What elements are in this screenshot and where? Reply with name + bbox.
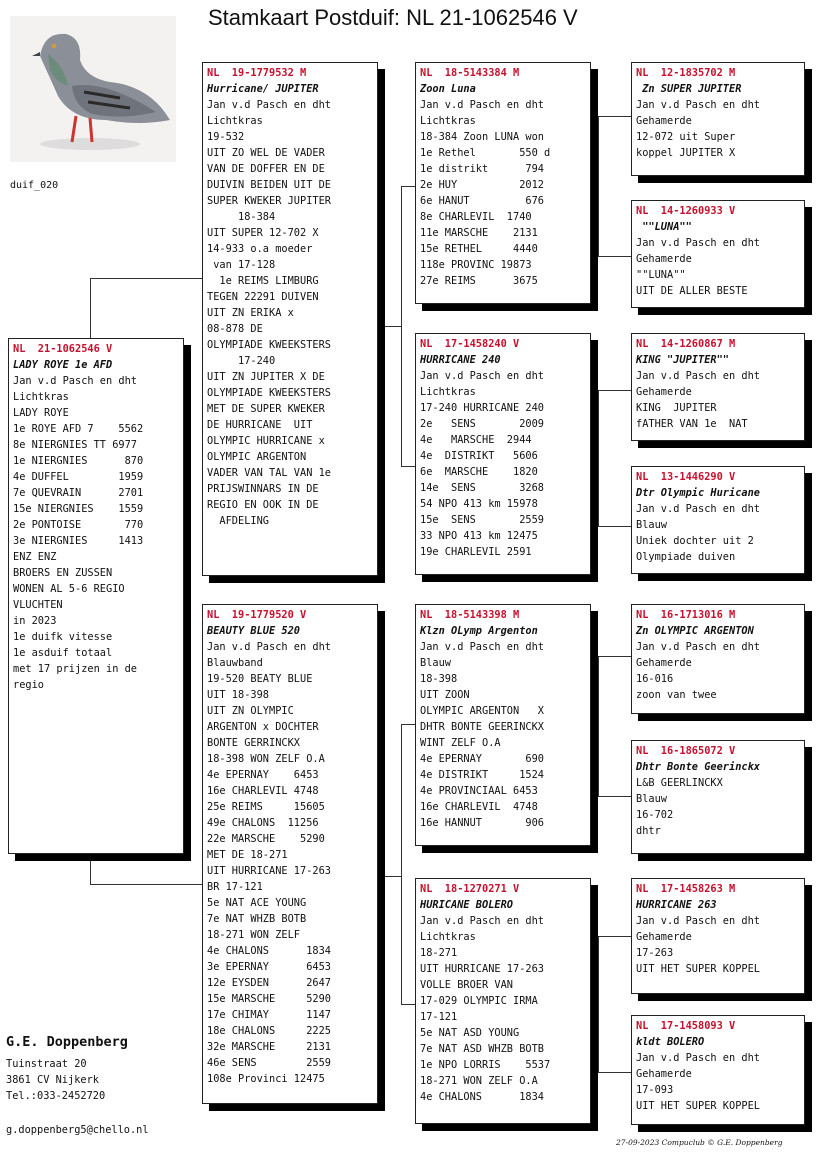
pigeon-name: Klzn OLymp Argenton <box>420 625 538 637</box>
ring-number: NL 19-1779532 M <box>207 67 307 79</box>
ring-number: NL 16-1713016 M <box>636 609 736 621</box>
connector <box>401 724 416 725</box>
info-line: VAN DE DOFFER EN DE <box>207 163 325 175</box>
info-line: 118e PROVINC 19873 <box>420 259 532 271</box>
pigeon-name: ""LUNA"" <box>636 221 692 233</box>
connector <box>598 390 599 526</box>
info-line: 4e DUFFEL 1959 <box>13 471 144 483</box>
connector <box>598 796 632 797</box>
info-line: 15e SENS 2559 <box>420 514 544 526</box>
pigeon-name: Hurricane/ JUPITER <box>207 83 319 95</box>
info-line: SUPER KWEKER JUPITER <box>207 195 331 207</box>
info-line: met 17 prijzen in de <box>13 663 137 675</box>
info-line: 14e SENS 3268 <box>420 482 544 494</box>
info-line: 11e MARSCHE 2131 <box>420 227 538 239</box>
connector <box>590 724 598 725</box>
info-line: 17-240 <box>207 355 276 367</box>
connector <box>377 326 401 327</box>
info-line: Gehamerde <box>636 115 692 127</box>
pigeon-name: HURICANE BOLERO <box>420 899 513 911</box>
info-line: Jan v.d Pasch en dht <box>636 99 760 111</box>
pigeon-photo <box>10 16 176 162</box>
info-line: 19e CHARLEVIL 2591 <box>420 546 532 558</box>
info-line: Jan v.d Pasch en dht <box>636 370 760 382</box>
info-line: UIT ZN OLYMPIC <box>207 705 294 717</box>
breeder-email: g.doppenberg5@chello.nl <box>6 1124 149 1136</box>
card-dam-dam <box>415 878 591 1124</box>
info-line: 17-029 OLYMPIC IRMA <box>420 995 538 1007</box>
info-line: BR 17-121 <box>207 881 263 893</box>
footer-credit: 27-09-2023 Compuclub © G.E. Doppenberg <box>616 1138 783 1147</box>
connector <box>90 856 91 884</box>
info-line: 46e SENS 2559 <box>207 1057 331 1069</box>
ring-number: NL 21-1062546 V <box>13 343 113 355</box>
info-line: dhtr <box>636 825 661 837</box>
connector <box>401 1004 416 1005</box>
info-line: 6e HANUT 676 <box>420 195 544 207</box>
info-line: MET DE SUPER KWEKER <box>207 403 325 415</box>
card-dam <box>202 604 378 1104</box>
info-line: ENZ ENZ <box>13 551 57 563</box>
info-line: WINT ZELF O.A <box>420 737 501 749</box>
info-line: 17-121 <box>420 1011 458 1023</box>
info-line: 54 NPO 413 km 15978 <box>420 498 538 510</box>
info-line: 4e MARSCHE 2944 <box>420 434 532 446</box>
ring-number: NL 17-1458093 V <box>636 1020 736 1032</box>
info-line: 108e Provinci 12475 <box>207 1073 325 1085</box>
ring-number: NL 14-1260867 M <box>636 338 736 350</box>
info-line: DUIVIN BEIDEN UIT DE <box>207 179 331 191</box>
pigeon-name: KING "JUPITER"" <box>636 354 729 366</box>
info-line: OLYMPIC ARGENTON X <box>420 705 544 717</box>
card-sss <box>631 62 805 176</box>
info-line: 19-532 <box>207 131 245 143</box>
ring-number: NL 18-5143398 M <box>420 609 520 621</box>
info-line: Jan v.d Pasch en dht <box>420 915 544 927</box>
info-line: UIT SUPER 12-702 X <box>207 227 319 239</box>
ring-number: NL 12-1835702 M <box>636 67 736 79</box>
pigeon-name: HURRICANE 240 <box>420 354 501 366</box>
info-line: Blauwband <box>207 657 263 669</box>
connector <box>598 1072 632 1073</box>
info-line: VADER VAN TAL VAN 1e <box>207 467 331 479</box>
info-line: VLUCHTEN <box>13 599 63 611</box>
info-line: UIT DE ALLER BESTE <box>636 285 748 297</box>
connector <box>90 278 204 279</box>
ring-number: NL 18-1270271 V <box>420 883 520 895</box>
info-line: 17-240 HURRICANE 240 <box>420 402 544 414</box>
connector <box>598 116 632 117</box>
info-line: Lichtkras <box>420 931 476 943</box>
breeder-street: Tuinstraat 20 <box>6 1058 87 1070</box>
connector <box>377 876 401 877</box>
info-line: 4e PROVINCIAAL 6453 <box>420 785 538 797</box>
card-sds <box>631 333 805 441</box>
info-line: ARGENTON x DOCHTER <box>207 721 319 733</box>
pigeon-name: LADY ROYE 1e AFD <box>13 359 113 371</box>
info-line: 18-271 WON ZELF <box>207 929 300 941</box>
info-line: BONTE GERRINCKX <box>207 737 300 749</box>
info-line: 15e NIERGNIES 1559 <box>13 503 144 515</box>
info-line: 12-072 uit Super <box>636 131 736 143</box>
ring-number: NL 14-1260933 V <box>636 205 736 217</box>
info-line: Lichtkras <box>207 115 263 127</box>
info-line: UIT HET SUPER KOPPEL <box>636 1100 760 1112</box>
info-line: zoon van twee <box>636 689 717 701</box>
card-dds <box>631 878 805 994</box>
info-line: 49e CHALONS 11256 <box>207 817 319 829</box>
info-line: 17e CHIMAY 1147 <box>207 1009 331 1021</box>
info-line: UIT ZN JUPITER X DE <box>207 371 325 383</box>
ring-number: NL 18-5143384 M <box>420 67 520 79</box>
info-line: 4e EPERNAY 6453 <box>207 769 319 781</box>
info-line: koppel JUPITER X <box>636 147 736 159</box>
info-line: WONEN AL 5-6 REGIO <box>13 583 125 595</box>
connector <box>90 278 91 340</box>
ring-number: NL 16-1865072 V <box>636 745 736 757</box>
info-line: 1e duifk vitesse <box>13 631 113 643</box>
breeder-block <box>6 1034 149 1138</box>
info-line: 16-016 <box>636 673 674 685</box>
info-line: 6e MARSCHE 1820 <box>420 466 538 478</box>
info-line: 1e NPO LORRIS 5537 <box>420 1059 551 1071</box>
connector <box>598 656 632 657</box>
ring-number: NL 17-1458240 V <box>420 338 520 350</box>
info-line: 8e CHARLEVIL 1740 <box>420 211 532 223</box>
info-line: 4e EPERNAY 690 <box>420 753 544 765</box>
info-line: 25e REIMS 15605 <box>207 801 325 813</box>
connector <box>598 936 632 937</box>
info-line: 33 NPO 413 km 12475 <box>420 530 538 542</box>
info-line: 1e ROYE AFD 7 5562 <box>13 423 144 435</box>
info-line: fATHER VAN 1e NAT <box>636 418 748 430</box>
card-ddd <box>631 1015 805 1125</box>
info-line: van 17-128 <box>207 259 276 271</box>
card-sire-sire <box>415 62 591 304</box>
info-line: AFDELING <box>207 515 269 527</box>
ring-number: NL 13-1446290 V <box>636 471 736 483</box>
info-line: Lichtkras <box>13 391 69 403</box>
info-line: UIT ZOON <box>420 689 470 701</box>
info-line: TEGEN 22291 DUIVEN <box>207 291 319 303</box>
info-line: MET DE 18-271 <box>207 849 288 861</box>
info-line: 1e NIERGNIES 870 <box>13 455 144 467</box>
info-line: PRIJSWINNARS IN DE <box>207 483 319 495</box>
info-line: LADY ROYE <box>13 407 69 419</box>
connector <box>90 884 204 885</box>
card-sire <box>202 62 378 576</box>
info-line: 12e EYSDEN 2647 <box>207 977 331 989</box>
info-line: 4e CHALONS 1834 <box>207 945 331 957</box>
info-line: Jan v.d Pasch en dht <box>420 641 544 653</box>
ring-number: NL 19-1779520 V <box>207 609 307 621</box>
info-line: 17-263 <box>636 947 674 959</box>
pigeon-name: HURRICANE 263 <box>636 899 717 911</box>
card-sire-dam <box>415 333 591 575</box>
info-line: 7e QUEVRAIN 2701 <box>13 487 144 499</box>
info-line: 1e Rethel 550 d <box>420 147 551 159</box>
info-line: Jan v.d Pasch en dht <box>207 99 331 111</box>
card-dsd <box>631 740 805 854</box>
card-dss <box>631 604 805 714</box>
info-line: Lichtkras <box>420 115 476 127</box>
info-line: Olympiade duiven <box>636 551 736 563</box>
info-line: Blauw <box>420 657 451 669</box>
info-line: 18-398 <box>420 673 458 685</box>
info-line: 7e NAT ASD WHZB BOTB <box>420 1043 544 1055</box>
info-line: Lichtkras <box>420 386 476 398</box>
info-line: Gehamerde <box>636 1068 692 1080</box>
info-line: KING JUPITER <box>636 402 717 414</box>
card-ssd <box>631 200 805 308</box>
info-line: Jan v.d Pasch en dht <box>420 99 544 111</box>
info-line: OLYMPIC ARGENTON <box>207 451 307 463</box>
info-line: 4e DISTRIKT 1524 <box>420 769 544 781</box>
info-line: OLYMPIADE KWEEKSTERS <box>207 339 331 351</box>
info-line: Gehamerde <box>636 931 692 943</box>
info-line: 2e HUY 2012 <box>420 179 544 191</box>
pigeon-name: Zn OLYMPIC ARGENTON <box>636 625 754 637</box>
info-line: 2e PONTOISE 770 <box>13 519 144 531</box>
connector <box>598 256 632 257</box>
pigeon-name: Zn SUPER JUPITER <box>636 83 742 95</box>
info-line: 18-384 Zoon LUNA won <box>420 131 544 143</box>
info-line: 4e CHALONS 1834 <box>420 1091 544 1103</box>
ring-number: NL 17-1458263 M <box>636 883 736 895</box>
connector <box>590 186 598 187</box>
info-line: BROERS EN ZUSSEN <box>13 567 113 579</box>
info-line: Gehamerde <box>636 657 692 669</box>
connector <box>401 186 402 466</box>
info-line: 14-933 o.a moeder <box>207 243 313 255</box>
info-line: Uniek dochter uit 2 <box>636 535 754 547</box>
photo-label: duif_020 <box>10 180 59 191</box>
info-line: Jan v.d Pasch en dht <box>636 1052 760 1064</box>
info-line: REGIO EN OOK IN DE <box>207 499 319 511</box>
info-line: 18-271 <box>420 947 458 959</box>
info-line: 3e NIERGNIES 1413 <box>13 535 144 547</box>
breeder-name: G.E. Doppenberg <box>6 1034 128 1050</box>
pigeon-name: Dhtr Bonte Geerinckx <box>636 761 760 773</box>
info-line: Blauw <box>636 793 667 805</box>
info-line: Jan v.d Pasch en dht <box>420 370 544 382</box>
info-line: 5e NAT ASD YOUNG <box>420 1027 520 1039</box>
info-line: 18e CHALONS 2225 <box>207 1025 331 1037</box>
info-line: OLYMPIC HURRICANE x <box>207 435 325 447</box>
info-line: 22e MARSCHE 5290 <box>207 833 325 845</box>
info-line: 16-702 <box>636 809 674 821</box>
info-line: Gehamerde <box>636 253 692 265</box>
info-line: 18-271 WON ZELF O.A <box>420 1075 538 1087</box>
pigeon-name: BEAUTY BLUE 520 <box>207 625 300 637</box>
card-sdd <box>631 466 805 574</box>
connector <box>590 466 598 467</box>
connector <box>598 526 632 527</box>
info-line: Jan v.d Pasch en dht <box>636 503 760 515</box>
info-line: Jan v.d Pasch en dht <box>207 641 331 653</box>
info-line: 27e REIMS 3675 <box>420 275 538 287</box>
info-line: regio <box>13 679 44 691</box>
breeder-phone: Tel.:033-2452720 <box>6 1090 106 1102</box>
card-dam-sire <box>415 604 591 846</box>
connector <box>598 390 632 391</box>
info-line: in 2023 <box>13 615 57 627</box>
connector <box>598 936 599 1072</box>
info-line: 17-093 <box>636 1084 674 1096</box>
info-line: Jan v.d Pasch en dht <box>636 641 760 653</box>
info-line: 16e CHARLEVIL 4748 <box>420 801 538 813</box>
info-line: 7e NAT WHZB BOTB <box>207 913 307 925</box>
info-line: Blauw <box>636 519 667 531</box>
info-line: UIT HET SUPER KOPPEL <box>636 963 760 975</box>
info-line: UIT HURRICANE 17-263 <box>420 963 544 975</box>
info-line: 5e NAT ACE YOUNG <box>207 897 307 909</box>
info-line: 1e asduif totaal <box>13 647 113 659</box>
info-line: 3e EPERNAY 6453 <box>207 961 331 973</box>
info-line: 16e HANNUT 906 <box>420 817 544 829</box>
info-line: UIT ZN ERIKA x <box>207 307 294 319</box>
info-line: 8e NIERGNIES TT 6977 <box>13 439 137 451</box>
card-subject <box>8 338 184 854</box>
info-line: Jan v.d Pasch en dht <box>13 375 137 387</box>
pigeon-name: Dtr Olympic Huricane <box>636 487 760 499</box>
info-line: L&B GEERLINCKX <box>636 777 723 789</box>
info-line: Jan v.d Pasch en dht <box>636 237 760 249</box>
info-line: 1e REIMS LIMBURG <box>207 275 319 287</box>
info-line: ""LUNA"" <box>636 269 686 281</box>
connector <box>590 1004 598 1005</box>
info-line: Gehamerde <box>636 386 692 398</box>
info-line: UIT 18-398 <box>207 689 269 701</box>
info-line: DHTR BONTE GEERINCKX <box>420 721 544 733</box>
pigeon-name: kldt BOLERO <box>636 1036 705 1048</box>
info-line: 15e MARSCHE 5290 <box>207 993 331 1005</box>
info-line: UIT HURRICANE 17-263 <box>207 865 331 877</box>
info-line: 4e DISTRIKT 5606 <box>420 450 538 462</box>
connector <box>598 656 599 796</box>
info-line: 32e MARSCHE 2131 <box>207 1041 331 1053</box>
info-line: 2e SENS 2009 <box>420 418 544 430</box>
breeder-city: 3861 CV Nijkerk <box>6 1074 99 1086</box>
page-title: Stamkaart Postduif: NL 21-1062546 V <box>208 5 578 30</box>
info-line: 18-384 <box>207 211 276 223</box>
pigeon-name: Zoon Luna <box>420 83 476 95</box>
info-line: 1e distrikt 794 <box>420 163 544 175</box>
info-line: DE HURRICANE UIT <box>207 419 313 431</box>
connector <box>401 186 416 187</box>
info-line: 18-398 WON ZELF O.A <box>207 753 325 765</box>
connector <box>401 724 402 1004</box>
info-line: 08-878 DE <box>207 323 263 335</box>
info-line: 16e CHARLEVIL 4748 <box>207 785 319 797</box>
info-line: 15e RETHEL 4440 <box>420 243 538 255</box>
info-line: OLYMPIADE KWEEKSTERS <box>207 387 331 399</box>
info-line: Jan v.d Pasch en dht <box>636 915 760 927</box>
info-line: VOLLE BROER VAN <box>420 979 513 991</box>
info-line: 19-520 BEATY BLUE <box>207 673 313 685</box>
info-line: UIT ZO WEL DE VADER <box>207 147 325 159</box>
connector <box>598 116 599 256</box>
connector <box>401 466 416 467</box>
